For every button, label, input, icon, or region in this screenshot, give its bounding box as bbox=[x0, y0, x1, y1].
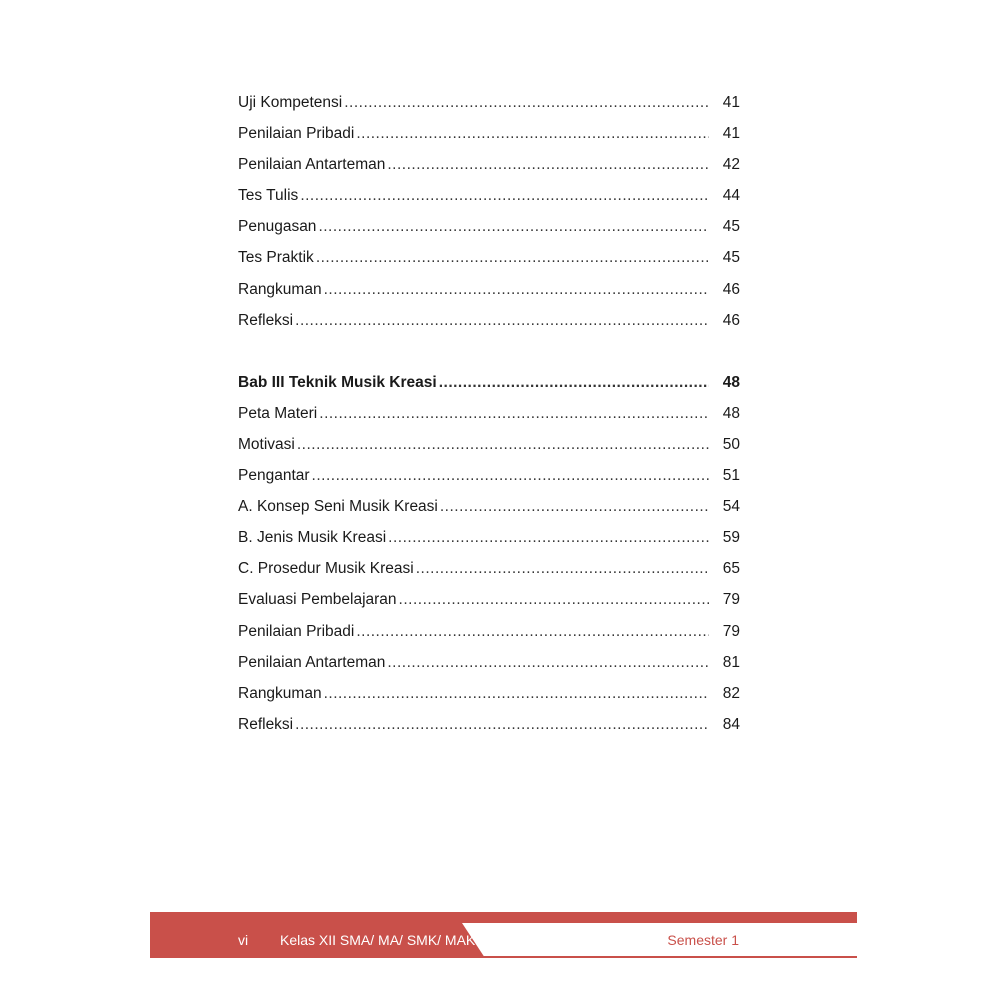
toc-dot-leader bbox=[440, 491, 709, 522]
toc-dot-leader bbox=[388, 522, 709, 553]
toc-entry-label: Refleksi bbox=[238, 715, 294, 733]
toc-dot-leader bbox=[439, 367, 709, 398]
toc-entry-page-number: 54 bbox=[722, 498, 740, 516]
toc-entry[interactable] bbox=[238, 87, 740, 118]
toc-dot-leader bbox=[297, 429, 709, 460]
table-of-contents bbox=[238, 87, 740, 740]
toc-entry-label: Tes Praktik bbox=[238, 249, 314, 267]
footer-semester-label: Semester 1 bbox=[667, 932, 739, 948]
toc-entry-label: Bab III Teknik Musik Kreasi bbox=[238, 373, 437, 391]
toc-entry-page-number: 44 bbox=[722, 187, 740, 205]
footer-bottom-rule bbox=[150, 956, 857, 958]
toc-entry-page-number: 79 bbox=[722, 591, 740, 609]
toc-entry-page-number: 79 bbox=[722, 622, 740, 640]
toc-entry-label: Penilaian Pribadi bbox=[238, 622, 355, 640]
toc-entry-label: C. Prosedur Musik Kreasi bbox=[238, 560, 414, 578]
toc-dot-leader bbox=[324, 678, 709, 709]
toc-entry[interactable] bbox=[238, 647, 740, 678]
toc-entry[interactable] bbox=[238, 522, 740, 553]
toc-entry[interactable] bbox=[238, 429, 740, 460]
toc-entry-page-number: 84 bbox=[722, 715, 740, 733]
toc-entry-label: Penilaian Pribadi bbox=[238, 125, 355, 143]
toc-entry[interactable] bbox=[238, 242, 740, 273]
toc-dot-leader bbox=[416, 553, 709, 584]
toc-dot-leader bbox=[319, 398, 708, 429]
toc-entry[interactable] bbox=[238, 709, 740, 740]
toc-dot-leader bbox=[399, 584, 709, 615]
toc-entry-label: Refleksi bbox=[238, 311, 294, 329]
toc-entry-label: Uji Kompetensi bbox=[238, 94, 343, 111]
toc-entry-page-number: 65 bbox=[722, 560, 740, 578]
toc-entry[interactable] bbox=[238, 678, 740, 709]
toc-dot-leader bbox=[356, 616, 708, 647]
toc-entry[interactable] bbox=[238, 305, 740, 336]
toc-entry-page-number: 45 bbox=[722, 218, 740, 236]
toc-entry-label: Penugasan bbox=[238, 218, 317, 236]
footer-accent-bar bbox=[150, 912, 857, 923]
toc-entry-page-number: 59 bbox=[722, 529, 740, 547]
toc-dot-leader bbox=[387, 149, 708, 180]
toc-dot-leader bbox=[318, 211, 708, 242]
toc-entry[interactable] bbox=[238, 180, 740, 211]
toc-entry-label: Evaluasi Pembelajaran bbox=[238, 591, 397, 609]
toc-dot-leader bbox=[324, 274, 709, 305]
toc-entry-label: Rangkuman bbox=[238, 684, 322, 702]
toc-entry-page-number: 42 bbox=[722, 156, 740, 174]
toc-entry-label: B. Jenis Musik Kreasi bbox=[238, 529, 387, 547]
toc-entry[interactable] bbox=[238, 553, 740, 584]
toc-entry-label: Peta Materi bbox=[238, 404, 318, 422]
toc-entry[interactable] bbox=[238, 398, 740, 429]
toc-dot-leader bbox=[356, 118, 708, 149]
toc-entry-page-number: 51 bbox=[722, 467, 740, 485]
toc-entry[interactable] bbox=[238, 616, 740, 647]
toc-entry-label: A. Konsep Seni Musik Kreasi bbox=[238, 498, 438, 516]
toc-entry-page-number: 41 bbox=[722, 94, 740, 111]
toc-entry-label: Penilaian Antarteman bbox=[238, 156, 386, 174]
toc-entry-page-number: 46 bbox=[722, 280, 740, 298]
toc-dot-leader bbox=[295, 305, 709, 336]
toc-entry-page-number: 46 bbox=[722, 311, 740, 329]
toc-entry-label: Pengantar bbox=[238, 467, 310, 485]
toc-entry[interactable] bbox=[238, 491, 740, 522]
toc-entry[interactable] bbox=[238, 149, 740, 180]
footer-class-label: Kelas XII SMA/ MA/ SMK/ MAK bbox=[280, 932, 476, 948]
toc-group bbox=[238, 367, 740, 740]
toc-entry-page-number: 48 bbox=[722, 373, 740, 391]
toc-entry[interactable] bbox=[238, 460, 740, 491]
toc-entry-label: Rangkuman bbox=[238, 280, 322, 298]
toc-dot-leader bbox=[344, 87, 709, 118]
toc-chapter-heading[interactable] bbox=[238, 367, 740, 398]
toc-entry[interactable] bbox=[238, 274, 740, 305]
toc-dot-leader bbox=[300, 180, 708, 211]
toc-entry[interactable] bbox=[238, 118, 740, 149]
toc-entry-page-number: 41 bbox=[722, 125, 740, 143]
toc-entry[interactable] bbox=[238, 211, 740, 242]
toc-entry-label: Motivasi bbox=[238, 435, 295, 453]
toc-entry[interactable] bbox=[238, 584, 740, 615]
toc-entry-page-number: 48 bbox=[722, 404, 740, 422]
toc-group bbox=[238, 87, 740, 336]
toc-dot-leader bbox=[316, 242, 709, 273]
toc-entry-page-number: 45 bbox=[722, 249, 740, 267]
toc-entry-label: Penilaian Antarteman bbox=[238, 653, 386, 671]
toc-dot-leader bbox=[295, 709, 709, 740]
toc-entry-page-number: 81 bbox=[722, 653, 740, 671]
page-footer bbox=[150, 912, 857, 958]
toc-dot-leader bbox=[387, 647, 708, 678]
toc-entry-page-number: 50 bbox=[722, 435, 740, 453]
toc-entry-label: Tes Tulis bbox=[238, 187, 299, 205]
toc-dot-leader bbox=[312, 460, 709, 491]
toc-entry-page-number: 82 bbox=[722, 684, 740, 702]
footer-page-number: vi bbox=[238, 932, 249, 948]
